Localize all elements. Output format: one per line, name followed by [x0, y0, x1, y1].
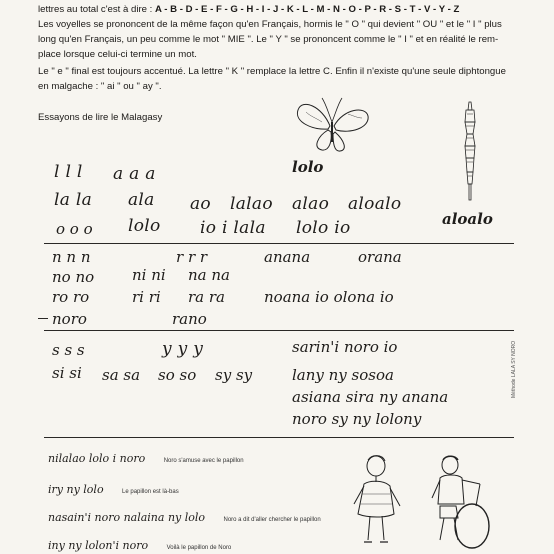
sentence-row-1: [48, 449, 244, 467]
sentence-malagasy: nilalao lolo i noro: [48, 452, 146, 465]
sentence-row-3: [48, 508, 321, 526]
word-aloalo: aloalo: [348, 194, 402, 214]
word-r: r r r: [176, 248, 208, 266]
section-divider-3: [44, 437, 514, 438]
intro-line-2: Les voyelles se prononcent de la même façon qu'en Français, hormis le " O " qui devient " OU " et le " I " plus: [38, 19, 502, 30]
word-io-i-lala: io i lala: [200, 218, 266, 238]
word-ra-ra: ra ra: [188, 288, 225, 306]
alphabet-line: [38, 2, 459, 17]
sentence-malagasy: iry ny lolo: [48, 483, 104, 496]
intro-line-3: long qu'en Français, un peu comme le mot " MIE ". Le " Y " se prononcent comme le " I " et en réalité le rem-: [38, 34, 499, 45]
dash-marker: [38, 318, 48, 319]
word-la-la: la la: [54, 190, 93, 210]
word-lalao: lalao: [230, 194, 273, 214]
word-no-no: no no: [52, 268, 95, 286]
word-l: l l l: [54, 162, 83, 182]
alphabet-prefix: lettres au total c'est à dire :: [38, 4, 156, 15]
word-y: y y y: [162, 339, 204, 359]
word-lolo-io: lolo io: [296, 218, 351, 238]
word-sa-sa: sa sa: [102, 366, 141, 384]
word-ala: ala: [128, 190, 155, 210]
word-lany-ny-sosoa: lany ny sosoa: [292, 366, 394, 384]
word-noro-sy-ny-lolony: noro sy ny lolony: [292, 410, 422, 428]
word-so-so: so so: [158, 366, 197, 384]
word-orana: orana: [358, 248, 402, 266]
word-n: n n n: [52, 248, 91, 266]
word-ro-ro: ro ro: [52, 288, 90, 306]
word-ri-ri: ri ri: [132, 288, 161, 306]
section-title: Essayons de lire le Malagasy: [38, 112, 163, 123]
sentence-malagasy: iny ny lolon'i noro: [48, 539, 149, 552]
section-divider-2: [44, 330, 514, 331]
word-na-na: na na: [188, 266, 230, 284]
word-noana-io-olona-io: noana io olona io: [264, 288, 394, 306]
word-lolo-caption: lolo: [292, 158, 324, 176]
intro-line-4: place lorsque celui-ci termine un mot.: [38, 49, 197, 60]
word-ao: ao: [190, 194, 211, 214]
butterfly-illustration: [292, 96, 372, 156]
alphabet-letters: A - B - D - E - F - G - H - I - J - K - L - M - N - O - P - R - S - T - V - Y - Z: [155, 4, 460, 15]
word-anana: anana: [264, 248, 311, 266]
word-noro: noro: [52, 310, 87, 328]
girl-illustration: [350, 454, 406, 550]
sentence-french: Le papillon est là-bas: [122, 489, 179, 495]
word-sarin-i-noro-io: sarin'i noro io: [292, 338, 398, 356]
intro-line-5: Le " e " final est toujours accentué. La lettre " K " remplace la lettre C. Enfin il n'existe qu'une seule diphtongue: [38, 66, 506, 77]
sentence-french: Noro a dit d'aller chercher le papillon: [223, 517, 321, 523]
word-o: o o o: [56, 220, 93, 238]
side-note: Méthode LALA SY NORO: [511, 340, 517, 398]
word-aloalo-caption: aloalo: [442, 210, 493, 228]
word-sy-sy: sy sy: [215, 366, 253, 384]
sentence-malagasy: nasain'i noro nalaina ny lolo: [48, 511, 206, 524]
word-s: s s s: [52, 341, 85, 359]
aloalo-sculpture-illustration: [455, 100, 485, 210]
word-si-si: si si: [52, 364, 82, 382]
sentence-french: Noro s'amuse avec le papillon: [163, 458, 244, 464]
sentence-french: Voilà le papillon de Noro: [166, 545, 232, 551]
sentence-row-2: [48, 480, 179, 498]
word-lolo: lolo: [128, 216, 161, 236]
word-alao: alao: [292, 194, 330, 214]
word-asiana-sira-ny-anana: asiana sira ny anana: [292, 388, 449, 406]
intro-line-6: en malgache : " ai " ou " ay ".: [38, 81, 162, 92]
sentence-row-4: [48, 536, 231, 554]
boy-with-hoop-illustration: [428, 454, 494, 552]
word-rano: rano: [172, 310, 207, 328]
word-ni-ni: ni ni: [132, 266, 166, 284]
section-divider-1: [44, 243, 514, 244]
word-a: a a a: [113, 164, 156, 184]
